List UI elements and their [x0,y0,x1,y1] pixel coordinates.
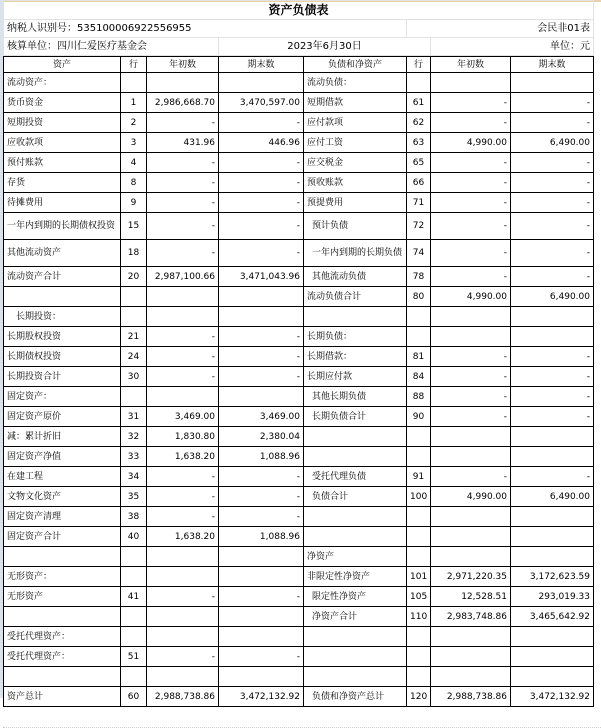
asset-name[interactable]: 固定资产净值 [4,447,121,467]
asset-line-no[interactable]: 35 [121,487,147,507]
asset-end-amount[interactable] [219,567,304,587]
table-row [4,587,594,607]
liability-name[interactable]: 流动负债： [304,73,407,93]
table-row [4,447,594,467]
col-header-end2: 期末数 [511,57,594,73]
asset-end-amount[interactable] [219,387,304,407]
asset-end-amount[interactable]: - [219,173,304,193]
liability-end-amount[interactable]: - [511,93,594,113]
asset-line-no[interactable]: 3 [121,133,147,153]
asset-begin-amount[interactable] [147,567,219,587]
asset-begin-amount[interactable]: - [147,113,219,133]
asset-line-no[interactable]: 60 [121,687,147,707]
asset-end-amount[interactable]: - [219,240,304,267]
table-row [4,647,594,667]
asset-end-amount[interactable]: 1,088.96 [219,447,304,467]
asset-line-no[interactable] [121,567,147,587]
table-row [4,327,594,347]
asset-end-amount[interactable]: 2,380.04 [219,427,304,447]
liability-name[interactable]: 净资产 [304,547,407,567]
liability-name[interactable]: 短期借款 [304,93,407,113]
asset-end-amount[interactable]: 446.96 [219,133,304,153]
report-title: 资产负债表 [4,1,594,20]
liability-name[interactable] [304,647,407,667]
liability-name[interactable]: 负债合计 [304,487,407,507]
asset-begin-amount[interactable]: - [147,193,219,213]
liability-begin-amount[interactable] [431,507,511,527]
table-row [4,93,594,113]
liability-end-amount[interactable] [511,307,594,327]
asset-line-no[interactable]: 32 [121,427,147,447]
empty-rows [3,707,601,728]
table-row [4,387,594,407]
liability-end-amount[interactable]: - [511,193,594,213]
asset-begin-amount[interactable]: 1,830.80 [147,427,219,447]
liability-line-no[interactable] [407,447,431,467]
table-row [4,153,594,173]
table-row [4,607,594,627]
liability-end-amount[interactable]: - [511,240,594,267]
table-row [4,193,594,213]
table-row [4,367,594,387]
col-header-begin2: 年初数 [431,57,511,73]
asset-line-no[interactable]: 15 [121,213,147,240]
liability-line-no[interactable]: 110 [407,607,431,627]
asset-begin-amount[interactable]: 1,638.20 [147,447,219,467]
asset-end-amount[interactable]: - [219,327,304,347]
table-row [4,407,594,427]
liability-end-amount[interactable]: 6,490.00 [511,287,594,307]
liability-begin-amount[interactable]: 2,971,220.35 [431,567,511,587]
liability-end-amount[interactable] [511,547,594,567]
liability-begin-amount[interactable]: - [431,213,511,240]
liability-end-amount[interactable] [511,427,594,447]
asset-name[interactable]: 流动资产： [4,73,121,93]
asset-name[interactable]: 固定资产合计 [4,527,121,547]
liability-name[interactable] [304,307,407,327]
asset-name[interactable]: 长期投资： [4,307,121,327]
liability-name[interactable]: 非限定性净资产 [304,567,407,587]
table-row [4,427,594,447]
asset-begin-amount[interactable]: - [147,487,219,507]
asset-name[interactable]: 资产总计 [4,687,121,707]
liability-end-amount[interactable]: - [511,153,594,173]
asset-line-no[interactable]: 21 [121,327,147,347]
liability-name[interactable]: 预提费用 [304,193,407,213]
asset-begin-amount[interactable]: - [147,367,219,387]
liability-end-amount[interactable]: 6,490.00 [511,487,594,507]
asset-begin-amount[interactable]: 2,986,668.70 [147,93,219,113]
accounting-entity: 核算单位：四川仁爱医疗基金会 [4,38,219,56]
asset-end-amount[interactable]: 3,470,597.00 [219,93,304,113]
table-row [4,627,594,647]
col-header-liability: 负债和净资产 [304,57,407,73]
asset-name[interactable]: 流动资产合计 [4,267,121,287]
liability-line-no[interactable]: 120 [407,687,431,707]
liability-name[interactable]: 预计负债 [304,213,407,240]
liability-end-amount[interactable] [511,73,594,93]
asset-begin-amount[interactable] [147,667,219,687]
liability-line-no[interactable] [407,507,431,527]
asset-name[interactable]: 长期股权投资 [4,327,121,347]
asset-line-no[interactable]: 9 [121,193,147,213]
liability-line-no[interactable]: 105 [407,587,431,607]
liability-name[interactable] [304,627,407,647]
table-row [4,667,594,687]
asset-name[interactable] [4,667,121,687]
liability-end-amount[interactable]: - [511,347,594,367]
asset-line-no[interactable]: 31 [121,407,147,427]
liability-end-amount[interactable] [511,327,594,347]
asset-begin-amount[interactable] [147,73,219,93]
liability-line-no[interactable] [407,427,431,447]
col-header-end: 期末数 [219,57,304,73]
liability-begin-amount[interactable]: - [431,367,511,387]
asset-begin-amount[interactable] [147,607,219,627]
asset-name[interactable]: 固定资产清理 [4,507,121,527]
table-row [4,287,594,307]
liability-begin-amount[interactable]: - [431,153,511,173]
asset-begin-amount[interactable]: 1,638.20 [147,527,219,547]
asset-end-amount[interactable] [219,547,304,567]
asset-begin-amount[interactable]: - [147,507,219,527]
asset-end-amount[interactable]: - [219,487,304,507]
liability-line-no[interactable]: 63 [407,133,431,153]
asset-end-amount[interactable]: 1,088.96 [219,527,304,547]
liability-end-amount[interactable] [511,527,594,547]
liability-line-no[interactable]: 88 [407,387,431,407]
liability-begin-amount[interactable]: 12,528.51 [431,587,511,607]
liability-begin-amount[interactable]: 2,988,738.86 [431,687,511,707]
asset-line-no[interactable]: 41 [121,587,147,607]
liability-line-no[interactable] [407,73,431,93]
asset-end-amount[interactable]: - [219,367,304,387]
asset-line-no[interactable]: 20 [121,267,147,287]
asset-line-no[interactable]: 4 [121,153,147,173]
table-row [4,687,594,707]
asset-line-no[interactable] [121,73,147,93]
liability-name[interactable] [304,507,407,527]
liability-line-no[interactable] [407,547,431,567]
table-row [4,133,594,153]
asset-end-amount[interactable]: - [219,113,304,133]
asset-end-amount[interactable]: - [219,347,304,367]
report-date: 2023年6月30日 [219,38,431,56]
asset-line-no[interactable]: 30 [121,367,147,387]
liability-name[interactable]: 其他长期负债 [304,387,407,407]
table-row [4,567,594,587]
liability-end-amount[interactable] [511,647,594,667]
asset-name[interactable]: 一年内到期的长期债权投资 [4,213,121,240]
sheet-header [3,0,594,56]
asset-end-amount[interactable]: - [219,213,304,240]
liability-line-no[interactable]: 80 [407,287,431,307]
asset-begin-amount[interactable]: - [147,213,219,240]
liability-end-amount[interactable]: - [511,407,594,427]
asset-line-no[interactable] [121,287,147,307]
liability-name[interactable]: 长期负债： [304,327,407,347]
asset-end-amount[interactable]: - [219,647,304,667]
liability-line-no[interactable]: 74 [407,240,431,267]
balance-table [3,56,594,707]
table-row [4,267,594,287]
asset-begin-amount[interactable]: - [147,467,219,487]
liability-line-no[interactable] [407,627,431,647]
asset-name[interactable]: 预付账款 [4,153,121,173]
asset-begin-amount[interactable]: - [147,240,219,267]
asset-name[interactable] [4,607,121,627]
table-row [4,113,594,133]
liability-line-no[interactable]: 72 [407,213,431,240]
currency-unit: 单位：元 [431,38,594,56]
liability-begin-amount[interactable] [431,647,511,667]
liability-name[interactable]: 净资产合计 [304,607,407,627]
col-header-begin: 年初数 [147,57,219,73]
liability-name[interactable] [304,667,407,687]
asset-name[interactable]: 文物文化资产 [4,487,121,507]
asset-begin-amount[interactable]: 431.96 [147,133,219,153]
liability-end-amount[interactable] [511,447,594,467]
liability-end-amount[interactable]: - [511,367,594,387]
liability-end-amount[interactable]: 3,172,623.59 [511,567,594,587]
asset-end-amount[interactable] [219,667,304,687]
table-row [4,73,594,93]
liability-line-no[interactable] [407,327,431,347]
asset-begin-amount[interactable]: 2,988,738.86 [147,687,219,707]
liability-line-no[interactable] [407,527,431,547]
asset-begin-amount[interactable] [147,627,219,647]
asset-name[interactable]: 应收款项 [4,133,121,153]
liability-end-amount[interactable] [511,507,594,527]
table-row [4,467,594,487]
liability-line-no[interactable] [407,647,431,667]
liability-end-amount[interactable]: - [511,467,594,487]
liability-name[interactable]: 流动负债合计 [304,287,407,307]
asset-end-amount[interactable] [219,73,304,93]
asset-name[interactable]: 待摊费用 [4,193,121,213]
asset-line-no[interactable] [121,667,147,687]
asset-line-no[interactable] [121,627,147,647]
liability-begin-amount[interactable]: - [431,407,511,427]
asset-name[interactable]: 受托代理资产： [4,627,121,647]
liability-line-no[interactable]: 71 [407,193,431,213]
liability-begin-amount[interactable]: 4,990.00 [431,487,511,507]
liability-end-amount[interactable]: - [511,267,594,287]
liability-line-no[interactable]: 101 [407,567,431,587]
form-code: 会民非01表 [407,20,594,38]
asset-line-no[interactable] [121,307,147,327]
liability-line-no[interactable]: 61 [407,93,431,113]
liability-line-no[interactable]: 100 [407,487,431,507]
asset-end-amount[interactable] [219,287,304,307]
asset-begin-amount[interactable]: - [147,173,219,193]
asset-end-amount[interactable]: 3,469.00 [219,407,304,427]
asset-line-no[interactable]: 51 [121,647,147,667]
liability-begin-amount[interactable]: - [431,387,511,407]
table-row [4,240,594,267]
asset-name[interactable]: 无形资产 [4,587,121,607]
liability-line-no[interactable]: 65 [407,153,431,173]
liability-name[interactable]: 受托代理负债 [304,467,407,487]
liability-end-amount[interactable] [511,667,594,687]
liability-begin-amount[interactable] [431,527,511,547]
liability-name[interactable]: 负债和净资产总计 [304,687,407,707]
col-header-asset: 资产 [4,57,121,73]
liability-line-no[interactable]: 81 [407,347,431,367]
liability-begin-amount[interactable]: - [431,113,511,133]
liability-name[interactable]: 应付款项 [304,113,407,133]
asset-end-amount[interactable] [219,607,304,627]
liability-begin-amount[interactable] [431,427,511,447]
asset-begin-amount[interactable] [147,387,219,407]
liability-line-no[interactable]: 91 [407,467,431,487]
liability-name[interactable]: 一年内到期的长期负债 [304,240,407,267]
asset-line-no[interactable]: 40 [121,527,147,547]
liability-begin-amount[interactable] [431,667,511,687]
asset-line-no[interactable]: 2 [121,113,147,133]
liability-name[interactable]: 应付工资 [304,133,407,153]
table-row [4,213,594,240]
asset-line-no[interactable]: 18 [121,240,147,267]
asset-name[interactable]: 无形资产： [4,567,121,587]
asset-end-amount[interactable]: - [219,153,304,173]
asset-end-amount[interactable]: 3,472,132.92 [219,687,304,707]
liability-name[interactable]: 长期应付款 [304,367,407,387]
asset-begin-amount[interactable]: - [147,647,219,667]
asset-name[interactable]: 减：累计折旧 [4,427,121,447]
asset-name[interactable]: 受托代理资产： [4,647,121,667]
asset-begin-amount[interactable] [147,547,219,567]
liability-begin-amount[interactable]: - [431,267,511,287]
table-row [4,547,594,567]
liability-begin-amount[interactable] [431,307,511,327]
asset-name[interactable] [4,547,121,567]
asset-begin-amount[interactable]: - [147,347,219,367]
liability-name[interactable] [304,447,407,467]
asset-name[interactable]: 固定资产原价 [4,407,121,427]
liability-begin-amount[interactable]: 2,983,748.86 [431,607,511,627]
asset-begin-amount[interactable]: 3,469.00 [147,407,219,427]
liability-begin-amount[interactable]: - [431,93,511,113]
liability-name[interactable] [304,527,407,547]
table-row [4,507,594,527]
liability-begin-amount[interactable] [431,627,511,647]
asset-begin-amount[interactable]: - [147,587,219,607]
asset-name[interactable]: 其他流动资产 [4,240,121,267]
asset-name[interactable]: 货币资金 [4,93,121,113]
col-header-row: 行 [121,57,147,73]
asset-line-no[interactable] [121,547,147,567]
empty-row [3,707,601,728]
liability-end-amount[interactable]: 6,490.00 [511,133,594,153]
liability-line-no[interactable] [407,667,431,687]
col-header-row2: 行 [407,57,431,73]
asset-end-amount[interactable] [219,627,304,647]
asset-end-amount[interactable]: 3,471,043.96 [219,267,304,287]
liability-line-no[interactable]: 66 [407,173,431,193]
asset-name[interactable] [4,287,121,307]
liability-name[interactable]: 长期负债合计 [304,407,407,427]
asset-line-no[interactable] [121,607,147,627]
liability-end-amount[interactable]: - [511,213,594,240]
balance-sheet [3,0,601,707]
asset-end-amount[interactable]: - [219,193,304,213]
asset-line-no[interactable]: 1 [121,93,147,113]
liability-end-amount[interactable]: 293,019.33 [511,587,594,607]
liability-line-no[interactable]: 84 [407,367,431,387]
column-header-row [4,57,594,73]
table-row [4,347,594,367]
asset-name[interactable]: 短期投资 [4,113,121,133]
liability-begin-amount[interactable] [431,73,511,93]
taxpayer-id: 纳税人识别号：535100006922556955 [4,20,407,38]
liability-end-amount[interactable] [511,627,594,647]
liability-name[interactable]: 应交税金 [304,153,407,173]
asset-name[interactable]: 在建工程 [4,467,121,487]
liability-begin-amount[interactable]: - [431,467,511,487]
asset-end-amount[interactable] [219,307,304,327]
liability-end-amount[interactable]: 3,472,132.92 [511,687,594,707]
asset-line-no[interactable]: 8 [121,173,147,193]
liability-line-no[interactable]: 62 [407,113,431,133]
liability-line-no[interactable]: 78 [407,267,431,287]
asset-begin-amount[interactable]: - [147,327,219,347]
liability-line-no[interactable]: 90 [407,407,431,427]
asset-begin-amount[interactable]: 2,987,100.66 [147,267,219,287]
liability-begin-amount[interactable]: 4,990.00 [431,133,511,153]
liability-name[interactable]: 预收账款 [304,173,407,193]
liability-begin-amount[interactable]: 4,990.00 [431,287,511,307]
liability-begin-amount[interactable] [431,447,511,467]
liability-name[interactable]: 长期借款： [304,347,407,367]
asset-end-amount[interactable]: - [219,507,304,527]
liability-begin-amount[interactable] [431,327,511,347]
asset-end-amount[interactable]: - [219,467,304,487]
asset-begin-amount[interactable] [147,287,219,307]
liability-begin-amount[interactable]: - [431,240,511,267]
liability-begin-amount[interactable]: - [431,347,511,367]
table-row [4,527,594,547]
table-row [4,307,594,327]
table-row [4,487,594,507]
asset-name[interactable]: 存货 [4,173,121,193]
asset-line-no[interactable]: 38 [121,507,147,527]
asset-end-amount[interactable]: - [219,587,304,607]
asset-line-no[interactable]: 34 [121,467,147,487]
liability-end-amount[interactable]: - [511,387,594,407]
liability-begin-amount[interactable]: - [431,193,511,213]
asset-line-no[interactable] [121,387,147,407]
liability-end-amount[interactable]: - [511,173,594,193]
liability-name[interactable] [304,427,407,447]
liability-name[interactable]: 其他流动负债 [304,267,407,287]
asset-name[interactable]: 固定资产： [4,387,121,407]
liability-begin-amount[interactable] [431,547,511,567]
liability-begin-amount[interactable]: - [431,173,511,193]
liability-end-amount[interactable]: - [511,113,594,133]
asset-line-no[interactable]: 24 [121,347,147,367]
asset-name[interactable]: 长期债权投资 [4,347,121,367]
asset-begin-amount[interactable]: - [147,153,219,173]
liability-end-amount[interactable]: 3,465,642.92 [511,607,594,627]
liability-name[interactable]: 限定性净资产 [304,587,407,607]
table-row [4,173,594,193]
asset-line-no[interactable]: 33 [121,447,147,467]
asset-begin-amount[interactable] [147,307,219,327]
asset-name[interactable]: 长期投资合计 [4,367,121,387]
liability-line-no[interactable] [407,307,431,327]
